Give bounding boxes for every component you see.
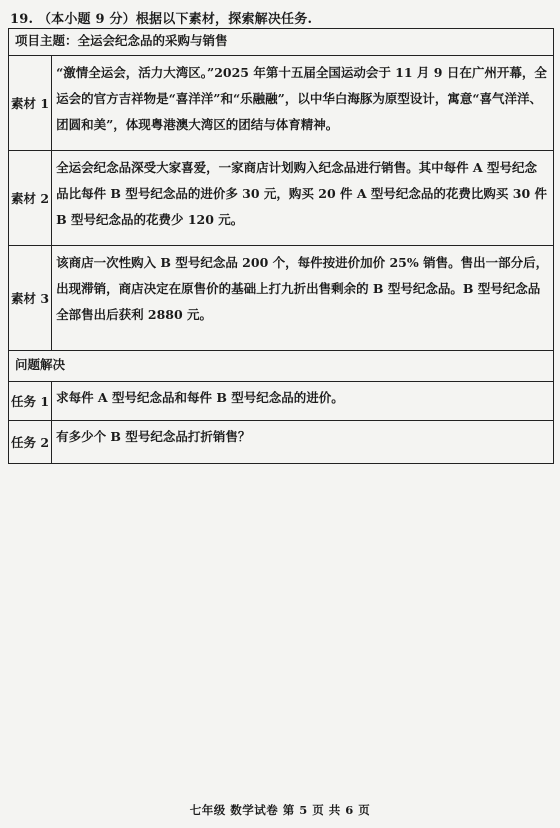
material-row (9, 151, 554, 246)
problem-section-title: 问题解决 (9, 351, 554, 382)
materials-table (8, 28, 554, 464)
page-footer: 七年级 数学试卷 第 5 页 共 6 页 (189, 803, 371, 817)
material-label: 素材 3 (9, 246, 52, 351)
material-row (9, 246, 554, 351)
material-text: 全运会纪念品深受大家喜爱，一家商店计划购入纪念品进行销售。其中每件 A 型号纪念品比每件 B 型号纪念品的进价多 30 元，购买 20 件 A 型号纪念品的花费比购买 30 件 B 型号纪念品的花费少 120 元。 (52, 151, 554, 246)
task-label: 任务 2 (9, 421, 52, 464)
material-text: “激情全运会，活力大湾区。”2025 年第十五届全国运动会于 11 月 9 日在广州开幕，全运会的官方吉祥物是“喜洋洋”和“乐融融”，以中华白海豚为原型设计，寓意“喜气洋洋、团圆和美”，体现粤港澳大湾区的团结与体育精神。 (52, 56, 554, 151)
problem-section-row (9, 351, 554, 382)
material-label: 素材 1 (9, 56, 52, 151)
task-row (9, 421, 554, 464)
material-text: 该商店一次性购入 B 型号纪念品 200 个，每件按进价加价 25% 销售。售出一部分后，出现滞销，商店决定在原售价的基础上打九折出售剩余的 B 型号纪念品。B 型号纪念品全部售出后获利 2880 元。 (52, 246, 554, 351)
material-row (9, 56, 554, 151)
task-text: 求每件 A 型号纪念品和每件 B 型号纪念品的进价。 (52, 382, 554, 421)
question-heading: 19. （本小题 9 分）根据以下素材，探索解决任务. (10, 12, 313, 27)
project-title: 项目主题：全运会纪念品的采购与销售 (9, 29, 554, 56)
material-label: 素材 2 (9, 151, 52, 246)
task-label: 任务 1 (9, 382, 52, 421)
task-row (9, 382, 554, 421)
task-text: 有多少个 B 型号纪念品打折销售？ (52, 421, 554, 464)
project-title-row (9, 29, 554, 56)
